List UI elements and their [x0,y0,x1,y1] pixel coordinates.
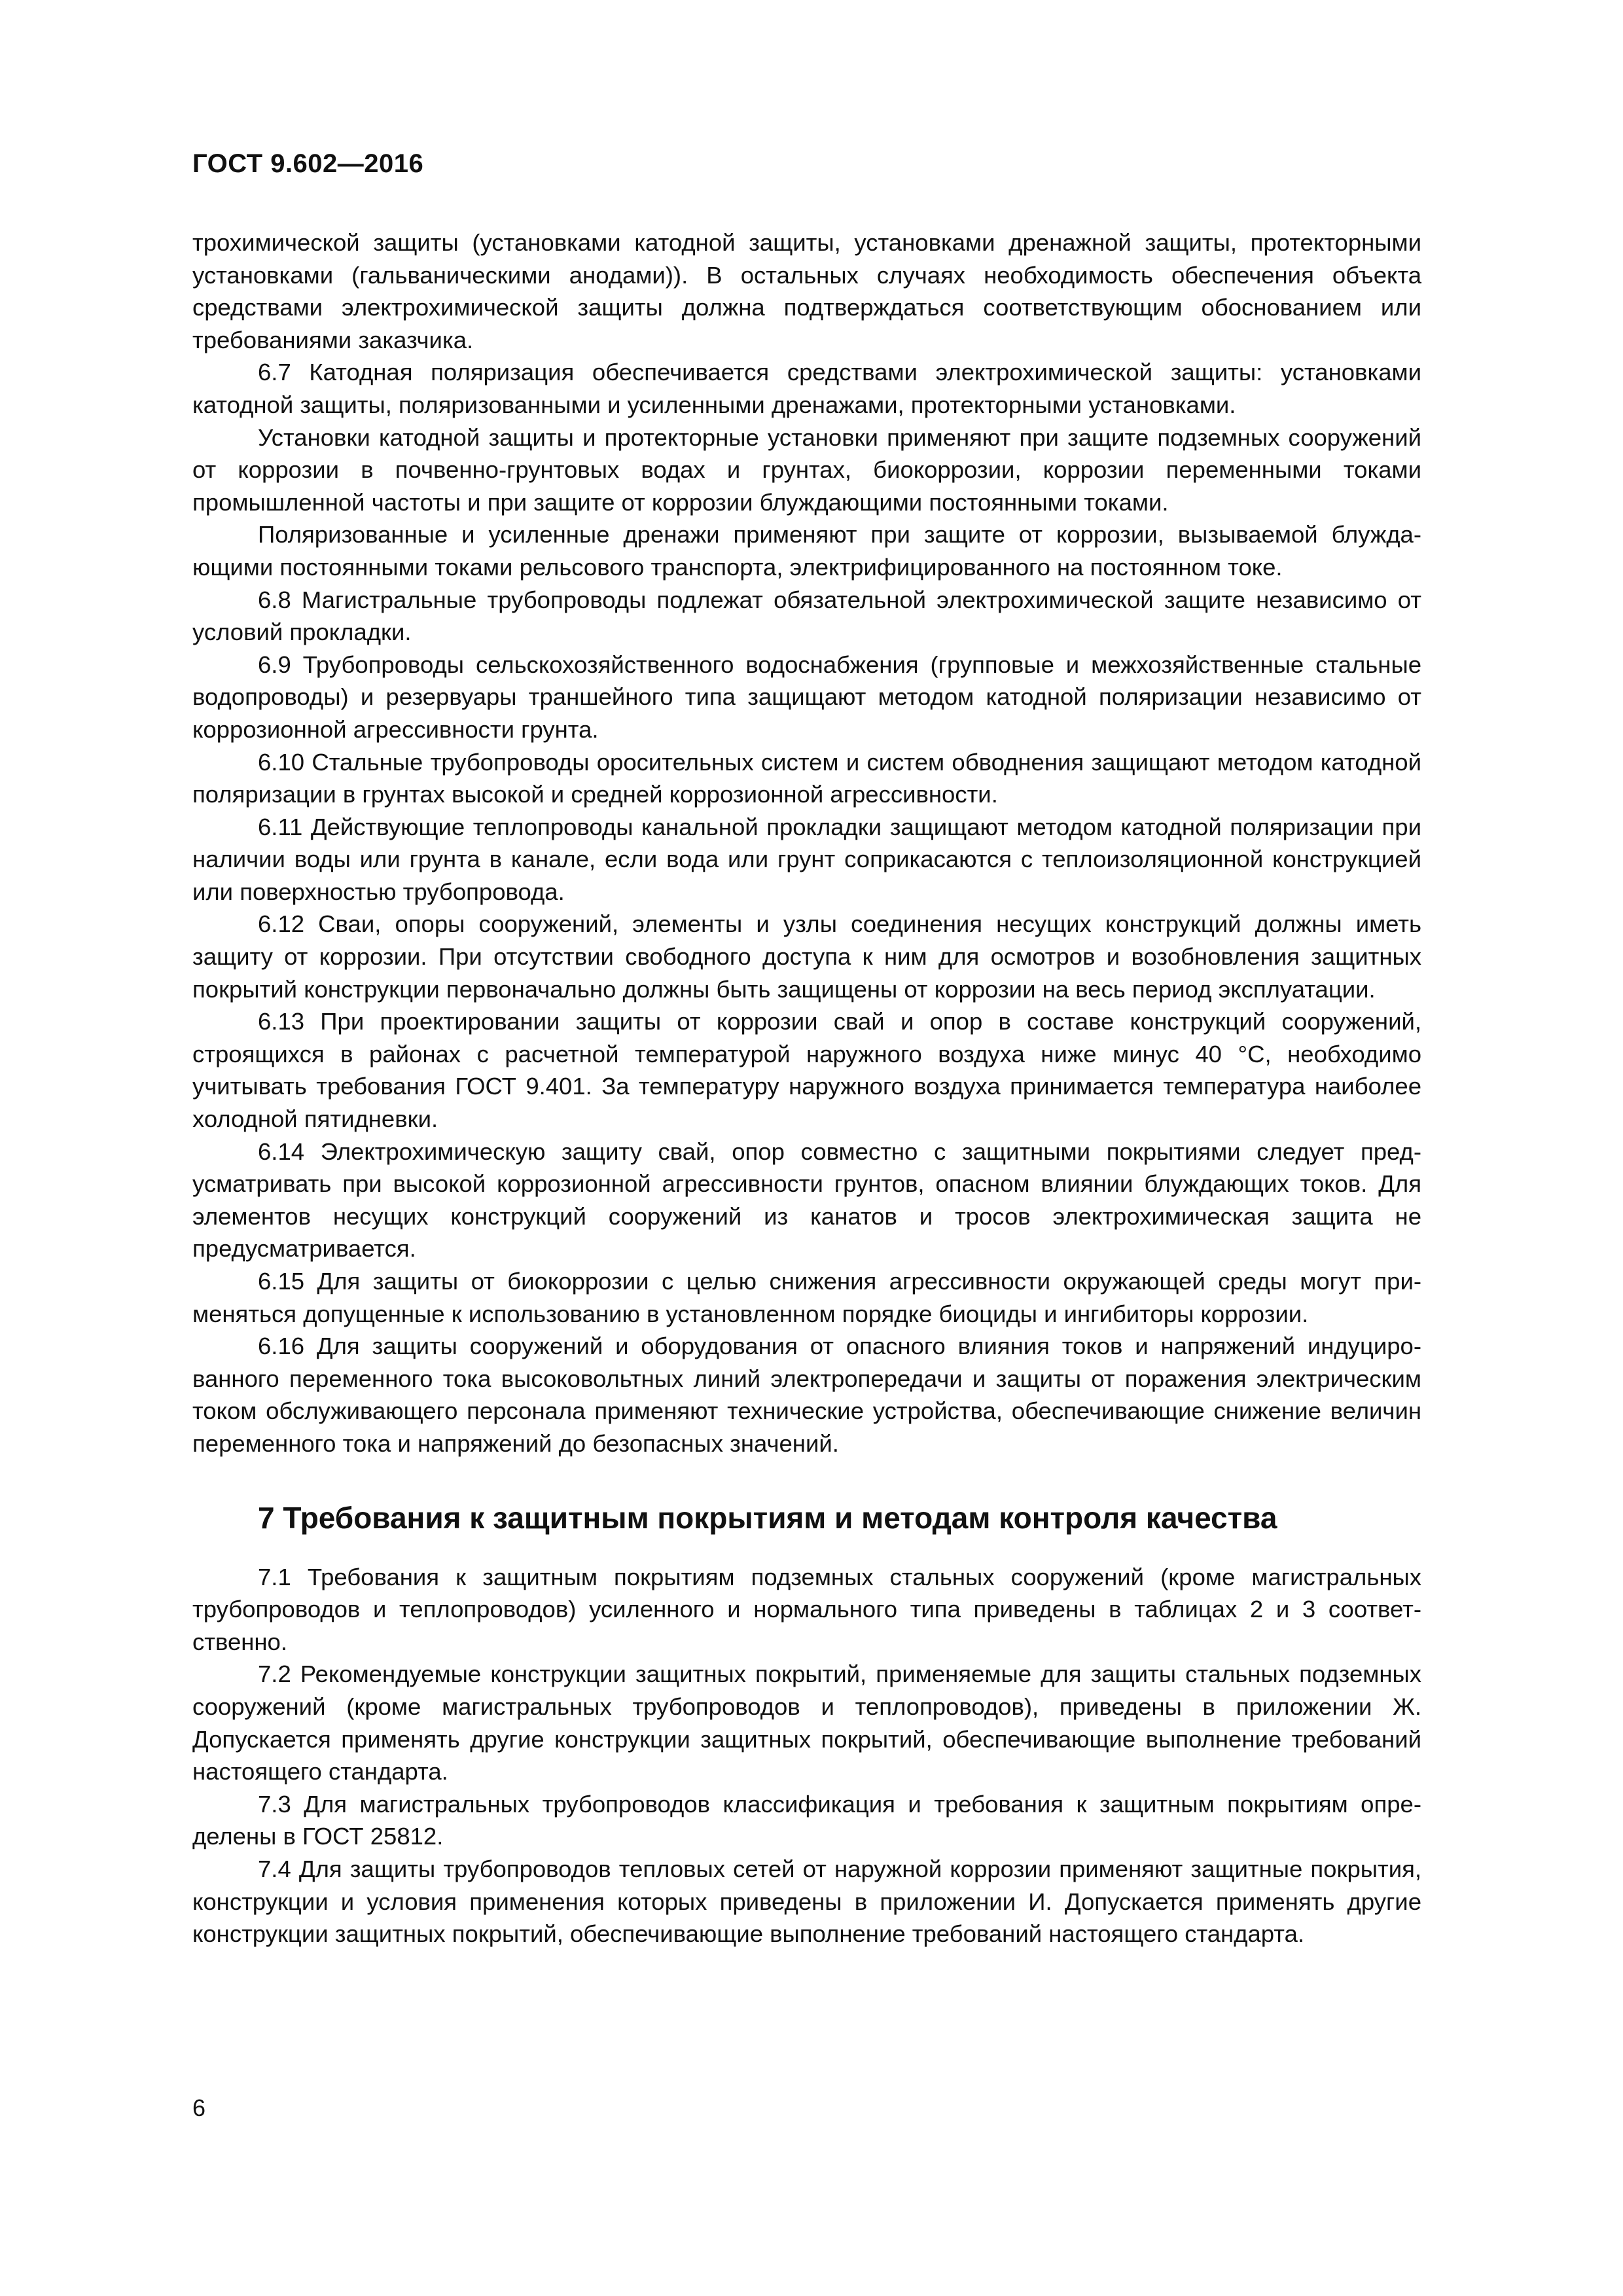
paragraph-6-7-cathodic-units: Установки катодной защиты и протекторные установки применяют при защите подземных сооружений от коррозии в почвенно-грунтовых водах и грунтах, биокоррозии, коррозии переменными токами промышленной частоты и при защите от коррозии блуждающими постоянными токами. [192,423,1421,516]
paragraph-6-7: 6.7 Катодная поляризация обеспечивается средствами электрохимической защиты: установками катодной защиты, поляризованными и усиленными дренажами, протекторными установками. [192,359,1421,418]
paragraph-6-13: 6.13 При проектировании защиты от коррозии свай и опор в составе конструкций сооружений, строящихся в районах с расчетной температурой наружного воздуха ниже минус 40 °С, необходимо учитывать требования ГОСТ 9.401. За температуру наружного воздуха принимается температура наиболее холодной пятидневки. [192,1008,1421,1133]
page-body [192,226,1421,1950]
section-7-heading: 7 Требования к защитным покрытиям и методам контроля качества [258,1500,1277,1535]
paragraph-7-1: 7.1 Требования к защитным покрытиям подземных стальных сооружений (кроме магистральных трубопроводов и теплопроводов) усиленного и нормального типа приведены в таблицах 2 и 3 соответственно. [192,1563,1421,1655]
running-header: ГОСТ 9.602—2016 [192,149,424,178]
paragraph-7-3: 7.3 Для магистральных трубопроводов классификация и требования к защитным покрытиям определены в ГОСТ 25812. [192,1790,1421,1850]
paragraph-7-4: 7.4 Для защиты трубопроводов тепловых сетей от наружной коррозии применяют защитные покрытия, конструкции и условия применения которых приведены в приложении И. Допускается применять другие конструкции защитных покрытий, обеспечивающие выполнение требований настоящего стандарта. [192,1855,1421,1948]
paragraph-6-15: 6.15 Для защиты от биокоррозии с целью снижения агрессивности окружающей среды могут применяться допущенные к использованию в установленном порядке биоциды и ингибиторы коррозии. [192,1268,1421,1327]
paragraph-6-9: 6.9 Трубопроводы сельскохозяйственного водоснабжения (групповые и межхозяйственные стальные водопроводы) и резервуары траншейного типа защищают методом катодной поляризации независимо от коррозионной агрессивности грунта. [192,651,1421,743]
paragraph-6-6-continuation: трохимической защиты (установками катодной защиты, установками дренажной защиты, протекторными установками (гальваническими анодами)). В остальных случаях необходимость обеспечения объекта средствами электрохимической защиты должна подтверждаться соответствующим обоснованием или требованиями заказчика. [192,229,1421,353]
paragraph-6-14: 6.14 Электрохимическую защиту свай, опор совместно с защитными покрытиями следует предусматривать при высокой коррозионной агрессивности грунтов, опасном влиянии блуждающих токов. Для элементов несущих конструкций сооружений из канатов и тросов электрохимическая защита не предусматривается. [192,1138,1421,1263]
paragraph-6-8: 6.8 Магистральные трубопроводы подлежат обязательной электрохимической защите независимо от условий прокладки. [192,586,1421,646]
paragraph-6-16: 6.16 Для защиты сооружений и оборудования от опасного влияния токов и напряжений индуцированного переменного тока высоковольтных линий электропередачи и защиты от поражения электрическим током обслуживающего персонала применяют технические устройства, обеспечивающие снижение величин переменного тока и напряжений до безопасных значений. [192,1333,1421,1457]
page-number: 6 [192,2094,206,2121]
paragraph-6-10: 6.10 Стальные трубопроводы оросительных систем и систем обводнения защищают методом катодной поляризации в грунтах высокой и средней коррозионной агрессивности. [192,748,1421,808]
paragraph-6-7-drainage: Поляризованные и усиленные дренажи применяют при защите от коррозии, вызываемой блуждающими постоянными токами рельсового транспорта, электрифицированного на постоянном токе. [192,521,1421,581]
paragraph-7-2: 7.2 Рекомендуемые конструкции защитных покрытий, применяемые для защиты стальных подземных сооружений (кроме магистральных трубопроводов и теплопроводов), приведены в приложении Ж. Допускается применять другие конструкции защитных покрытий, обеспечивающие выполнение требований настоящего стандарта. [192,1660,1421,1785]
paragraph-6-12: 6.12 Сваи, опоры сооружений, элементы и узлы соединения несущих конструкций должны иметь защиту от коррозии. При отсутствии свободного доступа к ним для осмотров и возобновления защитных покрытий конструкции первоначально должны быть защищены от коррозии на весь период эксплуатации. [192,910,1421,1003]
paragraph-6-11: 6.11 Действующие теплопроводы канальной прокладки защищают методом катодной поляризации при наличии воды или грунта в канале, если вода или грунт соприкасаются с теплоизоляционной конструкцией или поверхностью трубопровода. [192,813,1421,905]
